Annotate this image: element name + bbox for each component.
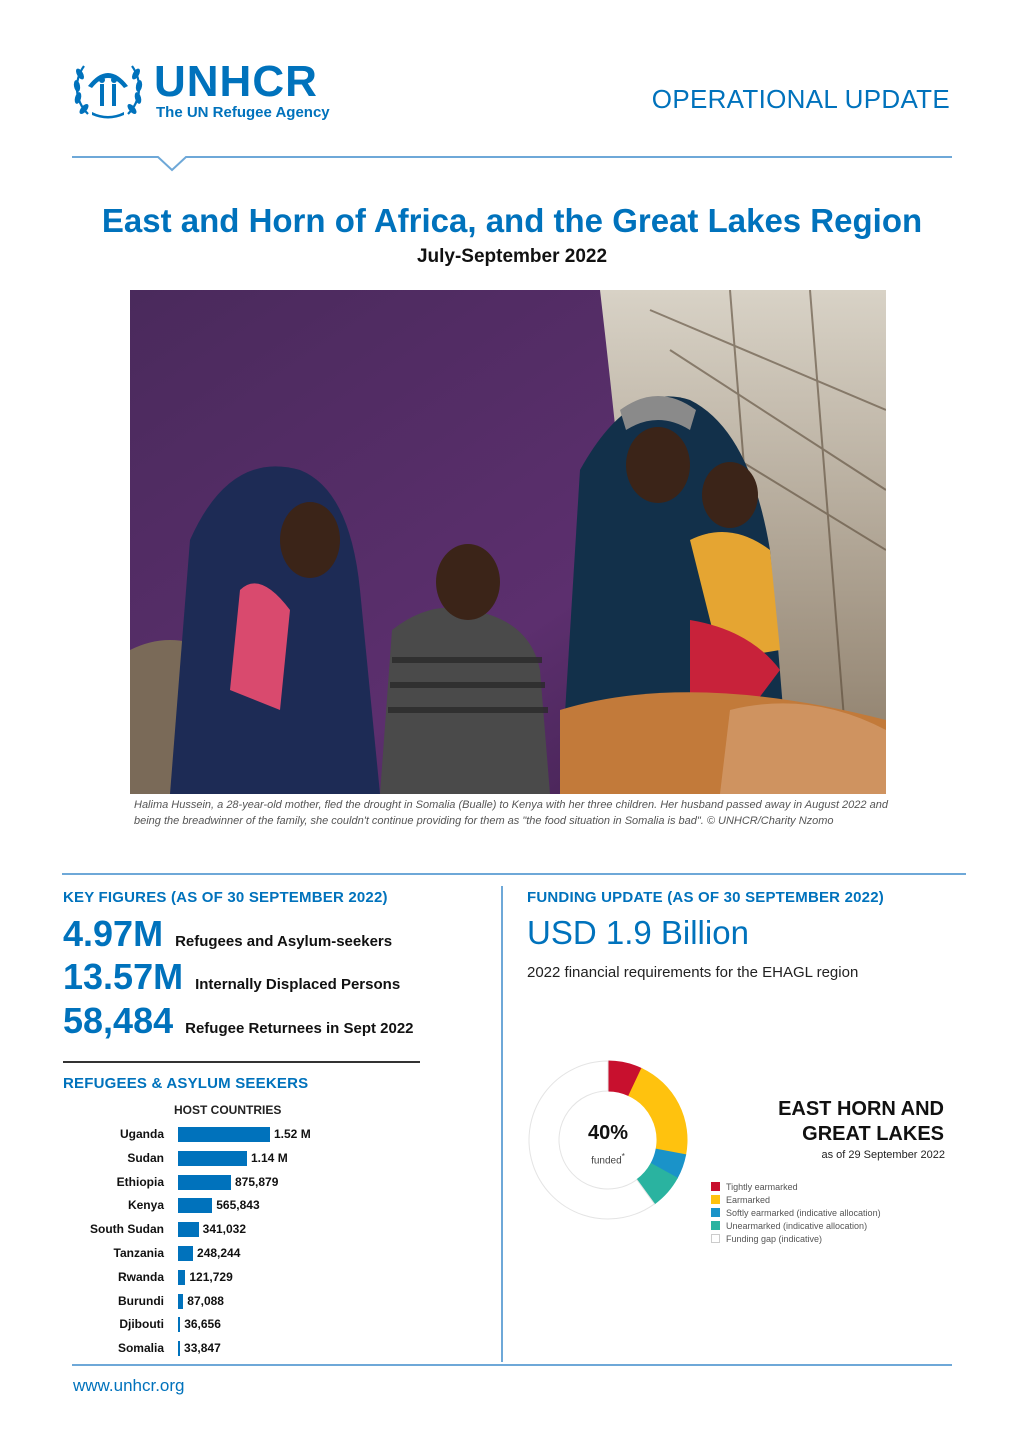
document-type: OPERATIONAL UPDATE [651,84,950,114]
legend-item [711,1232,881,1245]
bar-category-label: South Sudan [90,1222,164,1237]
key-figure-idps [63,956,400,998]
bar-value-label: 248,244 [197,1246,241,1260]
key-figure-value: 4.97M [63,913,164,954]
refugees-heading: REFUGEES & ASYLUM SEEKERS [63,1075,309,1092]
funding-description: 2022 financial requirements for the EHAGL region [527,964,859,981]
bar-row [60,1291,480,1313]
funding-legend [711,1180,881,1245]
key-figure-label: Refugees and Asylum-seekers [175,933,393,950]
funded-percentage: 40% [587,1122,629,1144]
unhcr-logo [70,56,350,128]
bar-row [60,1148,480,1170]
legend-label: Earmarked [726,1194,771,1205]
column-divider [501,886,503,1362]
cover-photo [130,290,886,794]
unhcr-laurel-emblem-icon [70,56,146,122]
legend-item [711,1193,881,1206]
bar [178,1198,212,1213]
funded-label [568,1151,648,1166]
funding-chart-title-line1: EAST HORN AND [778,1098,944,1120]
bar-category-label: Rwanda [117,1269,164,1284]
logo-tagline: The UN Refugee Agency [156,104,330,121]
funding-heading: FUNDING UPDATE (AS OF 30 SEPTEMBER 2022) [527,889,884,906]
legend-item [711,1206,881,1219]
bar [178,1222,199,1237]
host-countries-title: HOST COUNTRIES [174,1103,282,1117]
footer-link[interactable]: www.unhcr.org [73,1376,185,1395]
funding-amount: USD 1.9 Billion [527,914,749,951]
section-divider [62,873,966,875]
bar-row [60,1267,480,1289]
bar-value-label: 121,729 [189,1269,233,1284]
bar-row [60,1314,480,1336]
bar-value-label: 36,656 [184,1317,221,1332]
legend-swatch [711,1195,720,1204]
bar-category-label: Kenya [127,1198,164,1213]
legend-item [711,1180,881,1193]
bar [178,1294,183,1309]
funding-chart-date: as of 29 September 2022 [821,1149,945,1161]
bar [178,1270,185,1285]
bar-category-label: Sudan [127,1150,164,1165]
bar-category-label: Burundi [118,1293,164,1308]
bar-row [60,1124,480,1146]
page-title: East and Horn of Africa, and the Great Lakes Region [101,202,923,239]
bar [178,1246,193,1261]
legend-swatch [711,1221,720,1230]
legend-swatch [711,1182,720,1191]
bar-value-label: 87,088 [187,1293,224,1308]
legend-label: Unearmarked (indicative allocation) [726,1220,868,1231]
key-figure-value: 58,484 [63,1000,174,1041]
legend-label: Tightly earmarked [726,1181,798,1192]
funding-chart-title [778,1097,944,1147]
bar-category-label: Ethiopia [116,1174,164,1189]
legend-swatch [711,1208,720,1217]
funding-chart-title-line2: GREAT LAKES [802,1123,944,1145]
key-figure-returnees [63,1000,414,1042]
legend-label: Softly earmarked (indicative allocation) [726,1207,881,1218]
bar-category-label: Tanzania [113,1246,164,1260]
bar-category-label: Uganda [119,1127,164,1141]
bar-value-label: 1.52 M [274,1127,311,1141]
bar [178,1127,270,1142]
legend-label: Funding gap (indicative) [726,1233,823,1244]
bar-row [60,1243,480,1265]
bar [178,1175,231,1190]
key-figure-refugees [63,913,392,955]
funded-label-text: funded [591,1155,622,1167]
funded-footnote-marker: * [621,1151,625,1161]
bar-row [60,1195,480,1217]
logo-wordmark: UNHCR [154,57,318,106]
key-figure-label: Refugee Returnees in Sept 2022 [185,1020,414,1037]
bar-row [60,1219,480,1241]
key-figure-label: Internally Displaced Persons [195,976,401,993]
bar-value-label: 1.14 M [251,1150,288,1165]
bar [178,1341,180,1356]
page-subtitle: July-September 2022 [416,246,608,267]
legend-swatch [711,1234,720,1243]
key-figures-heading: KEY FIGURES (AS OF 30 SEPTEMBER 2022) [63,889,388,906]
photo-caption: Halima Hussein, a 28-year-old mother, fled the drought in Somalia (Bualle) to Kenya with her three children. Her husband passed away in August 2022 and being the breadwinner of the family, she couldn't continue providing for them as "the food situation in Somalia is bad". © UNHCR/Charity Nzomo [134,799,888,827]
key-figure-value: 13.57M [63,956,184,997]
bar-value-label: 875,879 [235,1174,279,1189]
bar-value-label: 341,032 [202,1222,247,1237]
header-divider [72,156,952,172]
key-figures-divider [63,1061,420,1063]
bar-value-label: 33,847 [184,1341,221,1356]
bar-row [60,1172,480,1194]
footer-divider [72,1364,952,1366]
bar-value-label: 565,843 [216,1198,260,1213]
bar [178,1151,247,1166]
bar-category-label: Somalia [117,1341,164,1356]
bar-row [60,1338,480,1360]
bar [178,1317,180,1332]
legend-item [711,1219,881,1232]
bar-category-label: Djibouti [119,1317,164,1332]
